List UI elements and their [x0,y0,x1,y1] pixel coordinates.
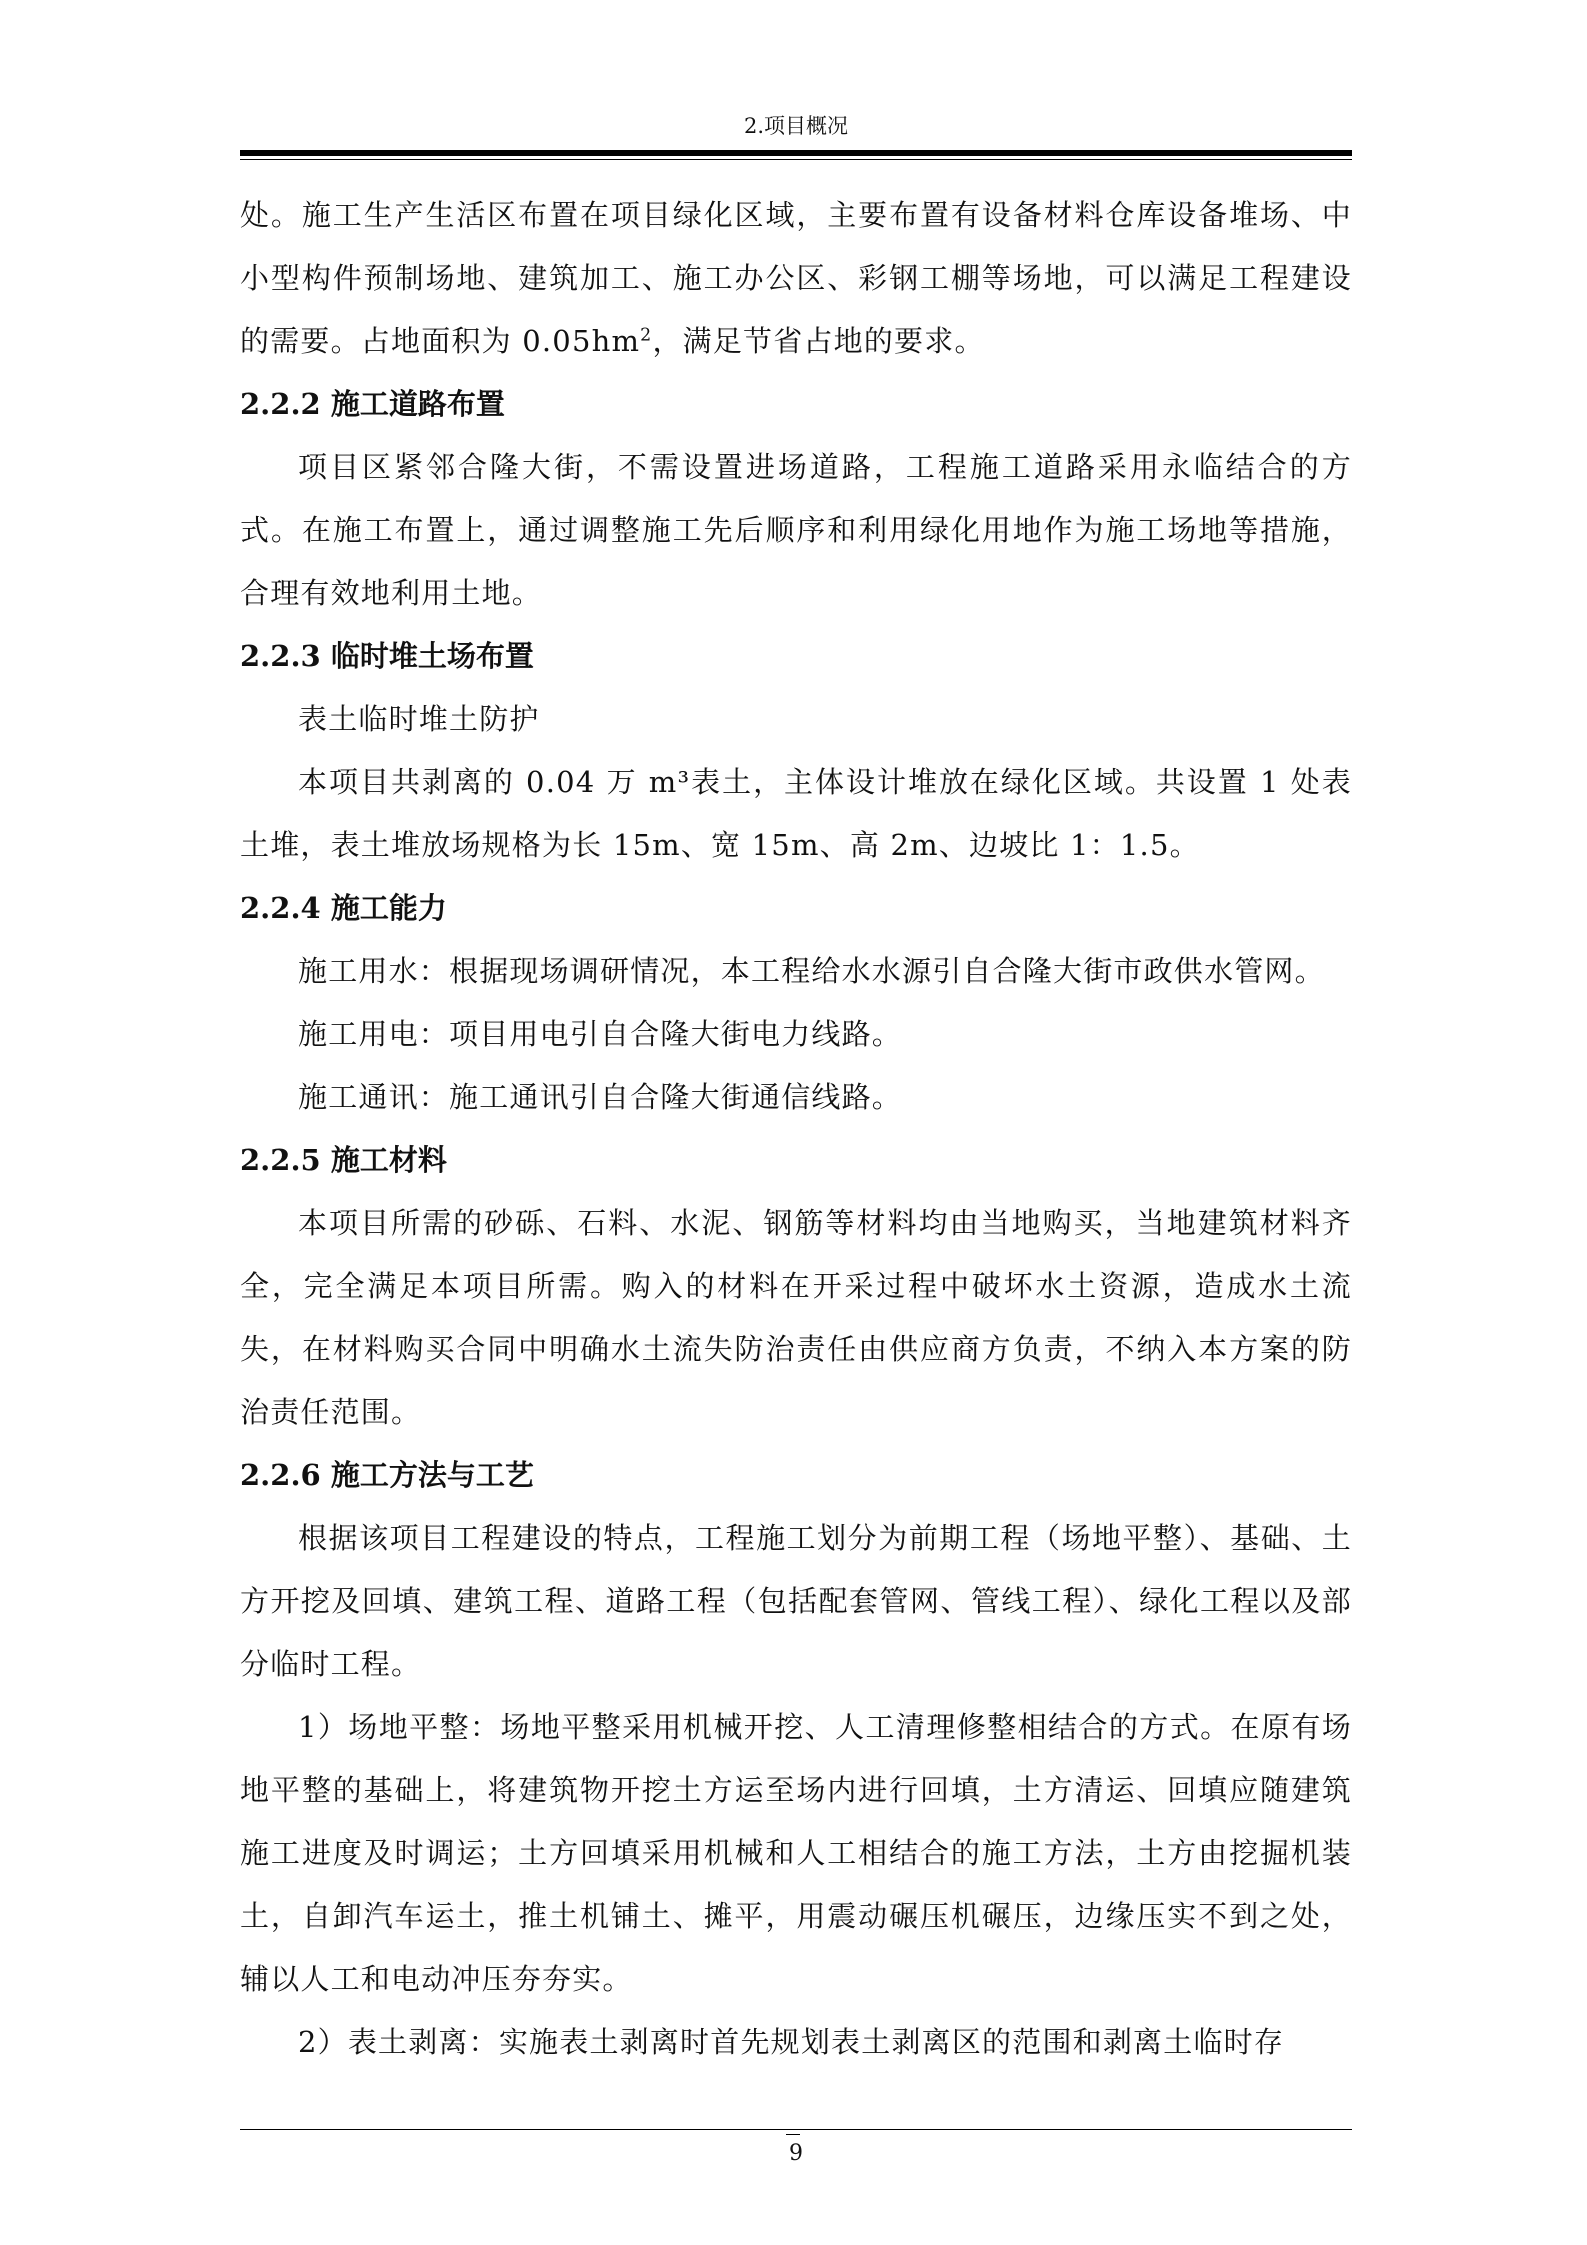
paragraph-continuation [240,184,1352,373]
paragraph-water-supply: 施工用水：根据现场调研情况，本工程给水水源引自合隆大街市政供水管网。 [298,954,1325,988]
header-rule-thin [240,159,1352,160]
paragraph-topsoil-protection: 表土临时堆土防护 [298,702,540,736]
paragraph-text: 处。施工生产生活区布置在项目绿化区域，主要布置有设备材料仓库设备堆场、中小型构件预制场地、建筑加工、施工办公区、彩钢工棚等场地，可以满足工程建设的需要。占地面积为 0.05hm [240,198,1352,358]
paragraph-topsoil-stockpile: 本项目共剥离的 0.04 万 m³表土，主体设计堆放在绿化区域。共设置 1 处表土堆，表土堆放场规格为长 15m、宽 15m、高 2m、边坡比 1：1.5。 [240,765,1352,862]
running-header-title: 2.项目概况 [743,114,849,138]
paragraph-construction-roads: 项目区紧邻合隆大街，不需设置进场道路，工程施工道路采用永临结合的方式。在施工布置上，通过调整施工先后顺序和利用绿化用地作为施工场地等措施，合理有效地利用土地。 [240,450,1352,610]
paragraph-power-supply: 施工用电：项目用电引自合隆大街电力线路。 [298,1017,903,1051]
section-heading-2-2-6: 2.2.6 施工方法与工艺 [240,1458,534,1492]
document-body [240,184,1352,2074]
page-number: 9 [789,2141,803,2166]
paragraph-materials: 本项目所需的砂砾、石料、水泥、钢筋等材料均由当地购买，当地建筑材料齐全，完全满足本项目所需。购入的材料在开采过程中破坏水土资源，造成水土流失，在材料购买合同中明确水土流失防治责任由供应商方负责，不纳入本方案的防治责任范围。 [240,1206,1352,1429]
footer-dash [786,2134,800,2135]
paragraph-text-tail: ，满足节省占地的要求。 [652,324,985,358]
section-heading-2-2-2: 2.2.2 施工道路布置 [240,387,505,421]
paragraph-communications: 施工通讯：施工通讯引自合隆大街通信线路。 [298,1080,903,1114]
paragraph-site-leveling: 1）场地平整：场地平整采用机械开挖、人工清理修整相结合的方式。在原有场地平整的基础上，将建筑物开挖土方运至场内进行回填，土方清运、回填应随建筑施工进度及时调运；土方回填采用机械和人工相结合的施工方法，土方由挖掘机装土，自卸汽车运土，推土机铺土、摊平，用震动碾压机碾压，边缘压实不到之处，辅以人工和电动冲压夯夯实。 [240,1710,1352,1996]
header-rule-thick [240,150,1352,156]
section-heading-2-2-4: 2.2.4 施工能力 [240,891,447,925]
section-heading-2-2-3: 2.2.3 临时堆土场布置 [240,639,534,673]
paragraph-construction-phases: 根据该项目工程建设的特点，工程施工划分为前期工程（场地平整）、基础、土方开挖及回填、建筑工程、道路工程（包括配套管网、管线工程）、绿化工程以及部分临时工程。 [240,1521,1352,1681]
footer-rule [240,2129,1352,2130]
paragraph-topsoil-stripping: 2）表土剥离：实施表土剥离时首先规划表土剥离区的范围和剥离土临时存 [298,2025,1285,2059]
section-heading-2-2-5: 2.2.5 施工材料 [240,1143,447,1177]
superscript-exponent: 2 [640,325,653,346]
